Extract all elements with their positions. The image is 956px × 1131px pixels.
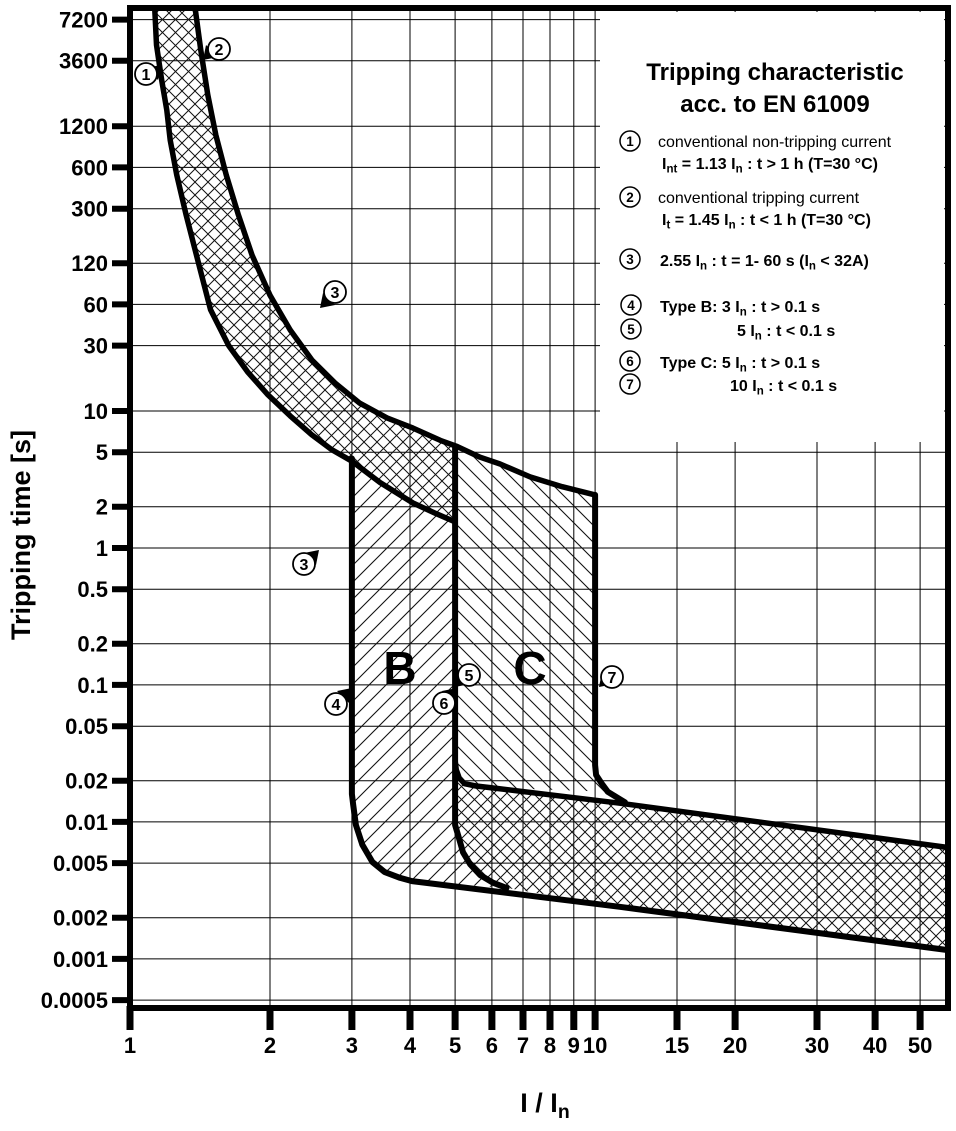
legend-text-2: conventional tripping current [658,190,860,207]
marker-number-3: 3 [299,556,309,574]
marker-number-3: 3 [330,284,340,302]
y-tick-label: 0.05 [65,714,108,740]
x-tick-label: 9 [567,1033,580,1058]
marker-number-7: 7 [607,669,617,687]
x-tick-label: 5 [448,1033,462,1058]
legend-number-5: 5 [627,321,635,337]
y-tick-label: 0.001 [52,946,108,972]
marker-number-5: 5 [464,667,474,685]
y-tick-label: 300 [71,196,108,222]
y-tick-label: 3600 [59,48,108,74]
legend-text-2: $I_t = 1.45$ $I_n$ : t < 1 h (T=30 °C) [662,212,871,232]
x-tick-label: 4 [403,1033,417,1058]
region-label-c: C [513,642,547,694]
y-axis-title: Tripping time [s] [6,429,36,641]
region-label-b: B [383,642,417,694]
y-tick-label: 600 [71,155,108,181]
legend-text-6: Type C: 5 $I_n$ : t > 0.1 s [660,355,821,375]
legend-text-5: 5 $I_n$ : t < 0.1 s [737,323,836,343]
y-tick-label: 0.02 [65,768,108,794]
legend-number-3: 3 [626,251,634,267]
y-tick-label: 0.002 [52,905,108,931]
x-tick-label: 7 [516,1033,530,1058]
legend-number-2: 2 [626,189,634,205]
legend-number-7: 7 [626,376,634,392]
x-tick-label: 50 [907,1033,933,1058]
legend-text-4: Type B: 3 $I_n$ : t > 0.1 s [660,299,821,319]
legend-text-7: 10 $I_n$ : t < 0.1 s [730,378,838,398]
y-tick-label: 0.0005 [40,988,108,1014]
y-tick-label: 0.01 [65,809,108,835]
legend-number-4: 4 [627,297,635,313]
x-tick-label: 2 [263,1033,277,1058]
y-tick-label: 0.5 [77,577,108,603]
x-tick-label: 30 [804,1033,830,1058]
legend-number-6: 6 [626,353,634,369]
chart-title-line2: acc. to EN 61009 [680,91,870,118]
x-tick-label: 40 [862,1033,888,1058]
legend-text-1: conventional non-tripping current [658,134,892,151]
type-c-region-hatch [455,447,608,792]
y-tick-label: 1 [95,535,108,561]
y-tick-label: 60 [83,292,108,318]
x-axis-title: I / $I_n$ [520,1088,570,1123]
x-tick-label: 6 [485,1033,499,1058]
marker-number-6: 6 [439,695,449,713]
x-tick-label: 3 [345,1033,359,1058]
marker-number-4: 4 [331,696,341,714]
legend-text-3: 2.55 $I_n$ : t = 1- 60 s $(I_n < 32A)$ [660,253,869,273]
marker-number-1: 1 [141,66,151,84]
x-tick-label: 8 [543,1033,557,1058]
chart-title-line1: Tripping characteristic [646,59,904,86]
marker-number-2: 2 [214,41,224,59]
x-tick-label: 10 [582,1033,608,1058]
y-tick-label: 10 [83,398,108,424]
y-tick-label: 1200 [59,114,108,140]
x-tick-label: 15 [664,1033,690,1058]
y-tick-label: 7200 [59,7,108,33]
x-tick-label: 20 [722,1033,748,1058]
legend-text-1: $I_{nt} = 1.13$ $I_n$ : t > 1 h (T=30 °C) [662,156,878,176]
legend-number-1: 1 [626,133,634,149]
y-tick-label: 120 [71,251,108,277]
y-tick-label: 0.2 [77,631,108,657]
y-tick-label: 2 [95,494,108,520]
y-tick-label: 5 [95,440,108,466]
y-tick-label: 30 [83,333,108,359]
x-tick-label: 1 [123,1033,137,1058]
y-tick-label: 0.005 [52,851,108,877]
y-tick-label: 0.1 [77,672,108,698]
